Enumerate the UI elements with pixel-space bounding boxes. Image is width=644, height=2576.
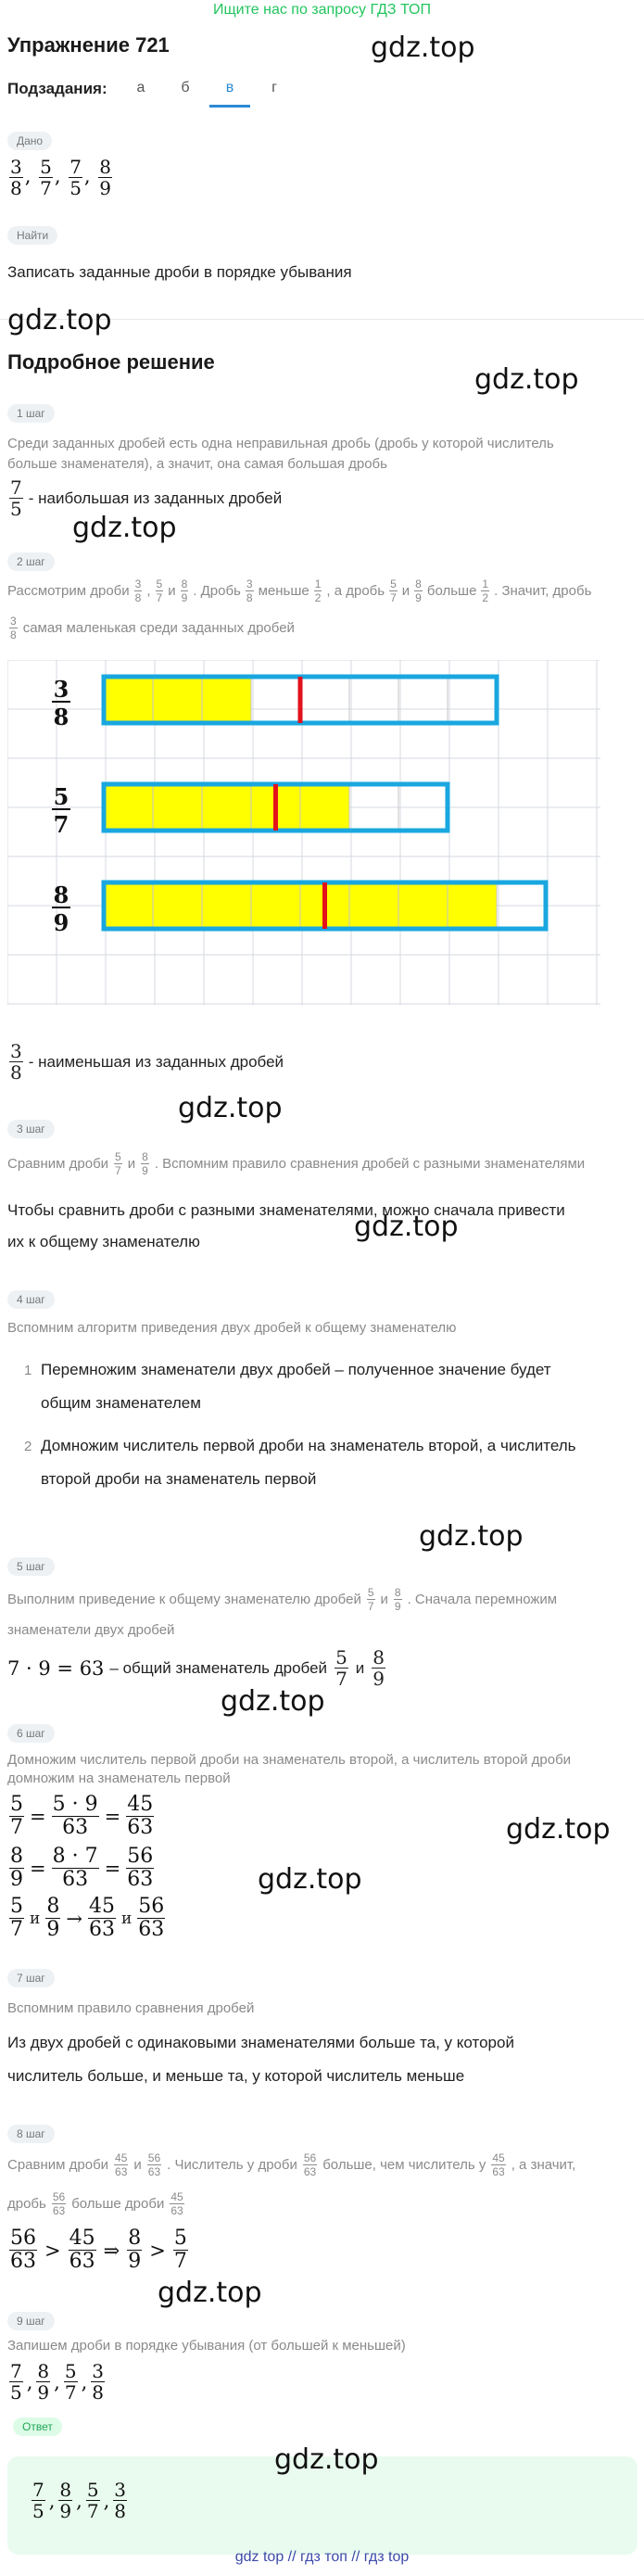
bar-label-denominator: 7 [53, 811, 69, 838]
tab-g[interactable]: г [271, 80, 277, 95]
watermark: gdz.top [158, 2277, 262, 2309]
step-5-label: 5 шаг [7, 1557, 55, 1576]
step-2-label: 2 шаг [7, 552, 55, 571]
watermark: gdz.top [274, 2443, 379, 2476]
step-8-text2: дробь $\frac{56}{63}$ больше дроби $\frac{45}{63}$ [7, 2190, 183, 2217]
step-2-text2: $\frac{3}{8}$ самая маленькая среди заданных дробей [10, 615, 295, 641]
find-label: Найти [7, 226, 57, 245]
subtasks-label: Подзадания: [7, 80, 107, 97]
fraction-bars-svg [7, 660, 600, 1005]
step-6-eq2: $\frac{8}{9}$ = $\frac{8 \cdot 7}{63}$ = $\frac{56}{63}$ [10, 1845, 154, 1891]
top-search-hint[interactable]: Ищите нас по запросу ГДЗ ТОП [213, 2, 431, 18]
watermark: gdz.top [221, 1685, 325, 1718]
step-4-label: 4 шаг [7, 1290, 55, 1309]
step-4-item1-num: 1 [24, 1363, 32, 1378]
given-fractions: $\frac{3}{8}$ , $\frac{5}{7}$ , $\frac{7}{5}$ , $\frac{8}{9}$ [10, 156, 112, 199]
watermark: gdz.top [7, 304, 112, 336]
bar-filled-part [104, 677, 251, 723]
footer-link-gdz-top-ru[interactable]: гдз топ [300, 2549, 347, 2565]
bar-label-numerator: 8 [53, 882, 69, 908]
step-1-line2: больше знаменателя), а значит, она самая большая дробь [7, 456, 387, 472]
step-4-item1-line2: общим знаменателем [41, 1394, 201, 1412]
step-8-comparison: $\frac{56}{63}$ > $\frac{45}{63}$ ⇒ $\frac{8}{9}$ > $\frac{5}{7}$ [10, 2227, 187, 2273]
step-2-text: Рассмотрим дроби $\frac{3}{8}$ , $\frac{5}{7}$ и $\frac{8}{9}$ . Дробь $\frac{3}{8}$ меньше $\frac{1}{2}$ , а дробь $\frac{5}{7}$ и $\frac{8}{9}$ больше $\frac{1}{2}$ . Значит, дробь [7, 577, 592, 604]
step-1-result: $\frac{7}{5}$ - наибольшая из заданных дробей [10, 476, 283, 520]
footer-links: gdz top // гдз топ // гдз top [234, 2549, 410, 2565]
page-title: Упражнение 721 [7, 33, 170, 57]
step-3-text: Сравним дроби $\frac{5}{7}$ и $\frac{8}{9}$ . Вспомним правило сравнения дробей с разными знаменателями [7, 1150, 586, 1177]
answer-value: $\frac{7}{5}$ , $\frac{8}{9}$ , $\frac{5}{7}$ , $\frac{3}{8}$ [32, 2479, 126, 2522]
step-6-line2: домножим на знаменатель первой [7, 1770, 231, 1786]
step-3-line1: Чтобы сравнить дроби с разными знаменателями, можно сначала привести [7, 1201, 565, 1219]
step-3-label: 3 шаг [7, 1120, 55, 1138]
step-4-item2-num: 2 [24, 1439, 32, 1454]
given-label: Дано [7, 132, 52, 150]
step-5-result: 7 · 9 = 63 – общий знаменатель дробей $\frac{5}{7}$ и $\frac{8}{9}$ [7, 1646, 385, 1690]
step-4-item2-line1: Домножим числитель первой дроби на знаменатель второй, а числитель [41, 1437, 576, 1454]
bar-label-numerator: 3 [53, 676, 69, 703]
step-7-intro: Вспомним правило сравнения дробей [7, 2000, 255, 2016]
step-4-item1-line1: Перемножим знаменатели двух дробей – полученное значение будет [41, 1361, 551, 1378]
step-6-label: 6 шаг [7, 1724, 55, 1743]
step-4-intro: Вспомним алгоритм приведения двух дробей к общему знаменателю [7, 1320, 457, 1336]
answer-label: Ответ [13, 2417, 62, 2436]
step-7-line2: числитель больше, и меньше та, у которой числитель меньше [7, 2067, 465, 2085]
footer-link-gdz-top-mix[interactable]: гдз top [363, 2549, 410, 2565]
step-5-text: Выполним приведение к общему знаменателю дробей $\frac{5}{7}$ и $\frac{8}{9}$ . Сначала перемножим [7, 1586, 558, 1613]
step-1-line1: Среди заданных дробей есть одна неправильная дробь (дробь у которой числитель [7, 436, 554, 451]
solution-title: Подробное решение [7, 350, 215, 374]
step-6-line1: Домножим числитель первой дроби на знаменатель второй, а числитель второй дроби [7, 1752, 572, 1768]
step-7-line1: Из двух дробей с одинаковыми знаменателями больше та, у которой [7, 2034, 514, 2051]
watermark: gdz.top [72, 512, 177, 544]
step-6-eq3: $\frac{5}{7}$ и $\frac{8}{9}$ → $\frac{45}{63}$ и $\frac{56}{63}$ [10, 1895, 165, 1941]
step-3-line2: их к общему знаменателю [7, 1233, 200, 1250]
step-6-eq1: $\frac{5}{7}$ = $\frac{5 \cdot 9}{63}$ = $\frac{45}{63}$ [10, 1793, 154, 1839]
tab-a[interactable]: а [136, 80, 145, 95]
step-9-order: $\frac{7}{5}$ , $\frac{8}{9}$ , $\frac{5}{7}$ , $\frac{3}{8}$ [10, 2360, 104, 2404]
step-8-label: 8 шаг [7, 2125, 55, 2143]
step-1-label: 1 шаг [7, 404, 55, 423]
watermark: gdz.top [178, 1092, 283, 1124]
tab-b[interactable]: б [181, 80, 190, 95]
watermark: gdz.top [419, 1520, 524, 1553]
step-2-result: $\frac{3}{8}$ - наименьшая из заданных дробей [10, 1040, 284, 1084]
watermark: gdz.top [474, 363, 579, 396]
tab-v[interactable]: в [225, 80, 234, 95]
step-7-label: 7 шаг [7, 1969, 55, 1987]
step-5-line2: знаменатели двух дробей [7, 1622, 175, 1638]
watermark: gdz.top [506, 1813, 611, 1846]
bar-label-numerator: 5 [53, 783, 69, 810]
step-9-text: Запишем дроби в порядке убывания (от большей к меньшей) [7, 2338, 406, 2354]
bar-filled-part [104, 784, 349, 831]
fraction-bars-chart [7, 660, 600, 1005]
bar-label-denominator: 8 [53, 704, 69, 730]
active-tab-indicator [209, 105, 250, 108]
watermark: gdz.top [258, 1863, 362, 1896]
footer-link-gdz-top[interactable]: gdz top [234, 2549, 284, 2565]
step-8-text: Сравним дроби $\frac{45}{63}$ и $\frac{56}{63}$ . Числитель у дроби $\frac{56}{63}$ больше, чем числитель у $\frac{45}{63}$ , а значит, [7, 2151, 576, 2178]
bar-label-denominator: 9 [53, 909, 69, 936]
watermark: gdz.top [371, 32, 475, 64]
step-9-label: 9 шаг [7, 2312, 55, 2330]
find-text: Записать заданные дроби в порядке убывания [7, 263, 352, 281]
watermark: gdz.top [354, 1211, 459, 1243]
step-4-item2-line2: второй дроби на знаменатель первой [41, 1470, 317, 1488]
